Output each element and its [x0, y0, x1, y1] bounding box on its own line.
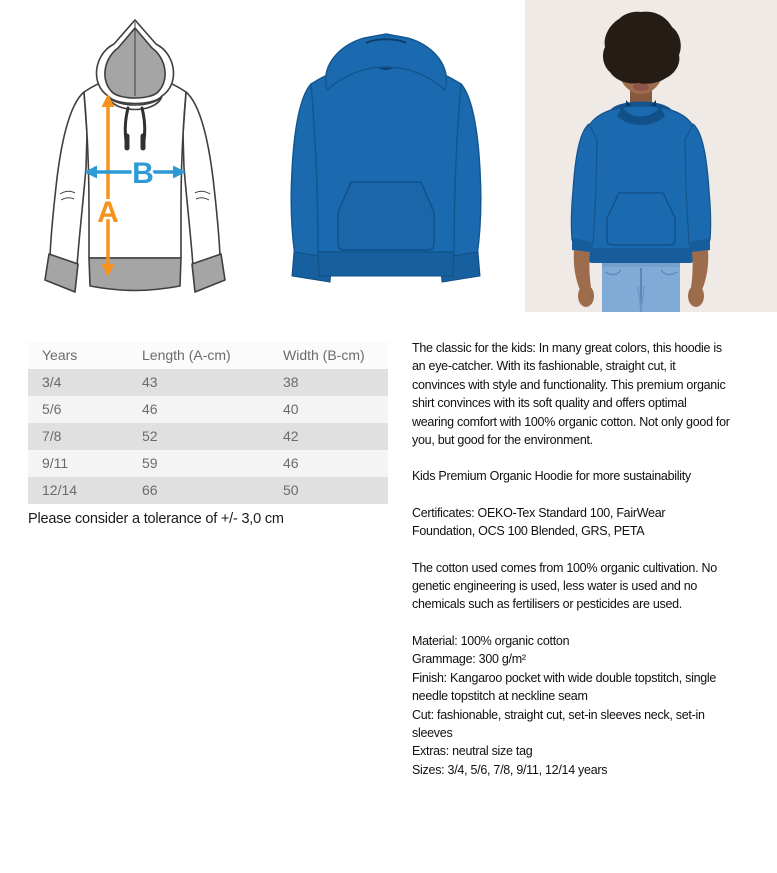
- model-hem-band: [588, 248, 694, 263]
- right-sleeve: [183, 92, 220, 266]
- hoodie-measurement-diagram: [30, 8, 245, 303]
- model-photo-image[interactable]: [525, 0, 777, 312]
- column-header-width: Width (B-cm): [269, 342, 388, 369]
- cell-length: 59: [128, 450, 269, 477]
- description-intro: The classic for the kids: In many great colors, this hoodie is an eye-catcher. With its fashionable, straight cut, it convinces with style and functionality. This premium organic shirt convinces with its soft quality and offers optimal wearing comfort with 100% organic cotton. Not only good for you, but good for the environment.: [412, 341, 730, 448]
- cell-years: 7/8: [28, 423, 128, 450]
- cell-years: 5/6: [28, 396, 128, 423]
- flat-hem-band: [318, 252, 454, 276]
- cell-width: 46: [269, 450, 388, 477]
- kangaroo-pocket: [338, 182, 434, 250]
- cell-length: 52: [128, 423, 269, 450]
- cell-length: 66: [128, 477, 269, 504]
- size-diagram-image[interactable]: [30, 8, 245, 303]
- spec-material: Material: 100% organic cotton: [412, 633, 570, 648]
- product-description: [412, 339, 730, 779]
- spec-finish: Finish: Kangaroo pocket with wide double topstitch, single needle topstitch at neckline seam: [412, 670, 717, 704]
- cell-width: 38: [269, 369, 388, 396]
- table-row: [28, 450, 388, 477]
- blue-hoodie-flat: [258, 10, 513, 305]
- description-certificates: Certificates: OEKO-Tex Standard 100, FairWear Foundation, OCS 100 Blended, GRS, PETA: [412, 505, 666, 539]
- size-table: [28, 342, 388, 504]
- column-header-length: Length (A-cm): [128, 342, 269, 369]
- product-images-row: [0, 0, 777, 312]
- cell-width: 40: [269, 396, 388, 423]
- length-label: A: [97, 196, 119, 229]
- spec-sizes: Sizes: 3/4, 5/6, 7/8, 9/11, 12/14 years: [412, 762, 608, 777]
- cell-years: 3/4: [28, 369, 128, 396]
- table-row: [28, 423, 388, 450]
- cell-width: 42: [269, 423, 388, 450]
- table-row: [28, 477, 388, 504]
- model-hoodie-body: [584, 106, 699, 262]
- spec-extras: Extras: neutral size tag: [412, 744, 533, 759]
- kid-wearing-hoodie: [525, 0, 777, 312]
- size-table-section: [28, 342, 388, 527]
- cell-width: 50: [269, 477, 388, 504]
- left-sleeve: [50, 92, 87, 266]
- description-cotton: The cotton used comes from 100% organic cultivation. No genetic engineering is used, less water is used and no chemicals such as fertilisers or pesticides are used.: [412, 560, 717, 612]
- cell-length: 43: [128, 369, 269, 396]
- cell-years: 9/11: [28, 450, 128, 477]
- table-row: [28, 369, 388, 396]
- product-details: [28, 342, 730, 779]
- spec-cut: Cut: fashionable, straight cut, set-in sleeves neck, set-in sleeves: [412, 707, 705, 740]
- product-flat-image[interactable]: [258, 10, 513, 305]
- jeans: [602, 258, 680, 312]
- tolerance-note: Please consider a tolerance of +/- 3,0 cm: [28, 511, 284, 527]
- table-row: [28, 396, 388, 423]
- hoodie-outline: [45, 20, 225, 292]
- column-header-years: Years: [28, 342, 128, 369]
- description-tagline: Kids Premium Organic Hoodie for more sustainability: [412, 469, 691, 484]
- cell-length: 46: [128, 396, 269, 423]
- size-table-header-row: [28, 342, 388, 369]
- cell-years: 12/14: [28, 477, 128, 504]
- lips: [633, 83, 649, 91]
- spec-grammage: Grammage: 300 g/m²: [412, 652, 526, 667]
- hem-band: [89, 258, 181, 291]
- spec-list: [412, 632, 730, 779]
- width-label: B: [132, 157, 154, 190]
